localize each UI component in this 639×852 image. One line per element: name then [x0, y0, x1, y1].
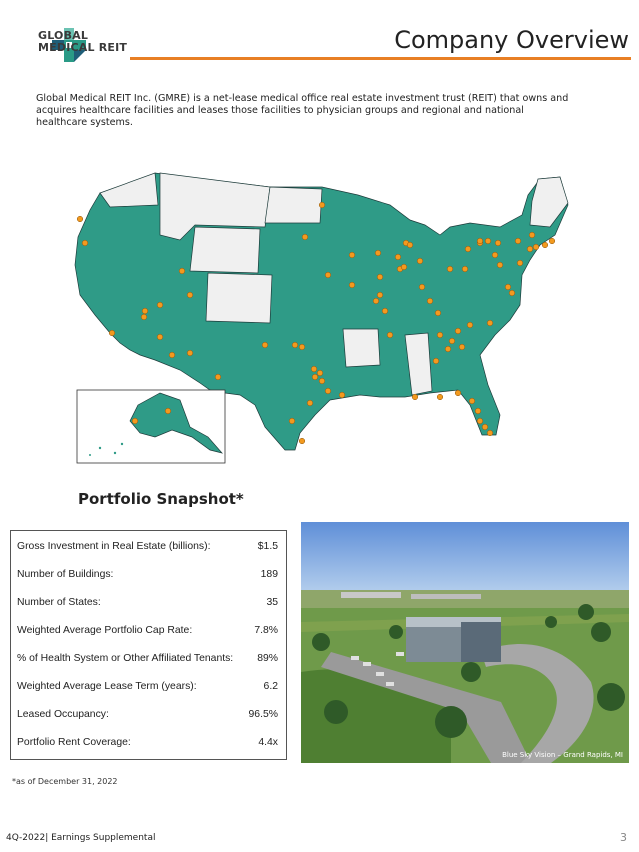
logo-line1: GLOBAL: [38, 29, 89, 42]
header-divider: [130, 57, 631, 60]
snapshot-table: [10, 530, 287, 760]
snapshot-title: Portfolio Snapshot*: [78, 490, 244, 508]
snapshot-row: [17, 706, 278, 722]
snapshot-row: [17, 622, 278, 638]
snapshot-label: Portfolio Rent Coverage:: [17, 736, 131, 748]
snapshot-value: 4.4x: [258, 736, 278, 748]
map-state-colorado: [206, 273, 272, 323]
snapshot-label: Weighted Average Lease Term (years):: [17, 680, 197, 692]
snapshot-label: Weighted Average Portfolio Cap Rate:: [17, 624, 193, 636]
map-state-wyoming: [190, 227, 260, 273]
snapshot-label: Leased Occupancy:: [17, 708, 109, 720]
snapshot-label: Number of Buildings:: [17, 568, 114, 580]
snapshot-value: 96.5%: [248, 708, 278, 720]
map-state-washington: [100, 173, 158, 207]
logo-wordmark: [38, 30, 127, 54]
page-number: 3: [620, 831, 627, 844]
snapshot-label: % of Health System or Other Affiliated Tenants:: [17, 652, 234, 664]
snapshot-value: 6.2: [263, 680, 278, 692]
snapshot-value: 35: [266, 596, 278, 608]
footnote: *as of December 31, 2022: [12, 777, 118, 786]
snapshot-row: [17, 650, 278, 666]
map-state-arkansas: [343, 329, 380, 367]
aerial-building-image: [301, 522, 629, 763]
page-title: Company Overview: [394, 26, 629, 54]
snapshot-row: [17, 538, 278, 554]
snapshot-label: Number of States:: [17, 596, 101, 608]
snapshot-value: 89%: [257, 652, 278, 664]
map-state-north-dakota: [265, 187, 322, 223]
snapshot-label: Gross Investment in Real Estate (billions):: [17, 540, 211, 552]
snapshot-value: $1.5: [257, 540, 278, 552]
snapshot-value: 7.8%: [254, 624, 278, 636]
logo-line2: MEDICAL REIT: [38, 41, 128, 54]
snapshot-row: [17, 594, 278, 610]
snapshot-value: 189: [260, 568, 278, 580]
footer-label: 4Q-2022| Earnings Supplemental: [6, 833, 156, 843]
snapshot-row: [17, 566, 278, 582]
us-portfolio-map: [60, 165, 580, 465]
property-photo: [301, 522, 629, 763]
intro-paragraph: Global Medical REIT Inc. (GMRE) is a net-lease medical office real estate investment trust (REIT) that owns and acquires healthcare facilities and leases those facilities to physician groups and regional and national healthcare systems.: [36, 93, 569, 128]
snapshot-row: [17, 678, 278, 694]
snapshot-row: [17, 734, 278, 750]
photo-caption: Blue Sky Vision – Grand Rapids, MI: [502, 751, 623, 759]
